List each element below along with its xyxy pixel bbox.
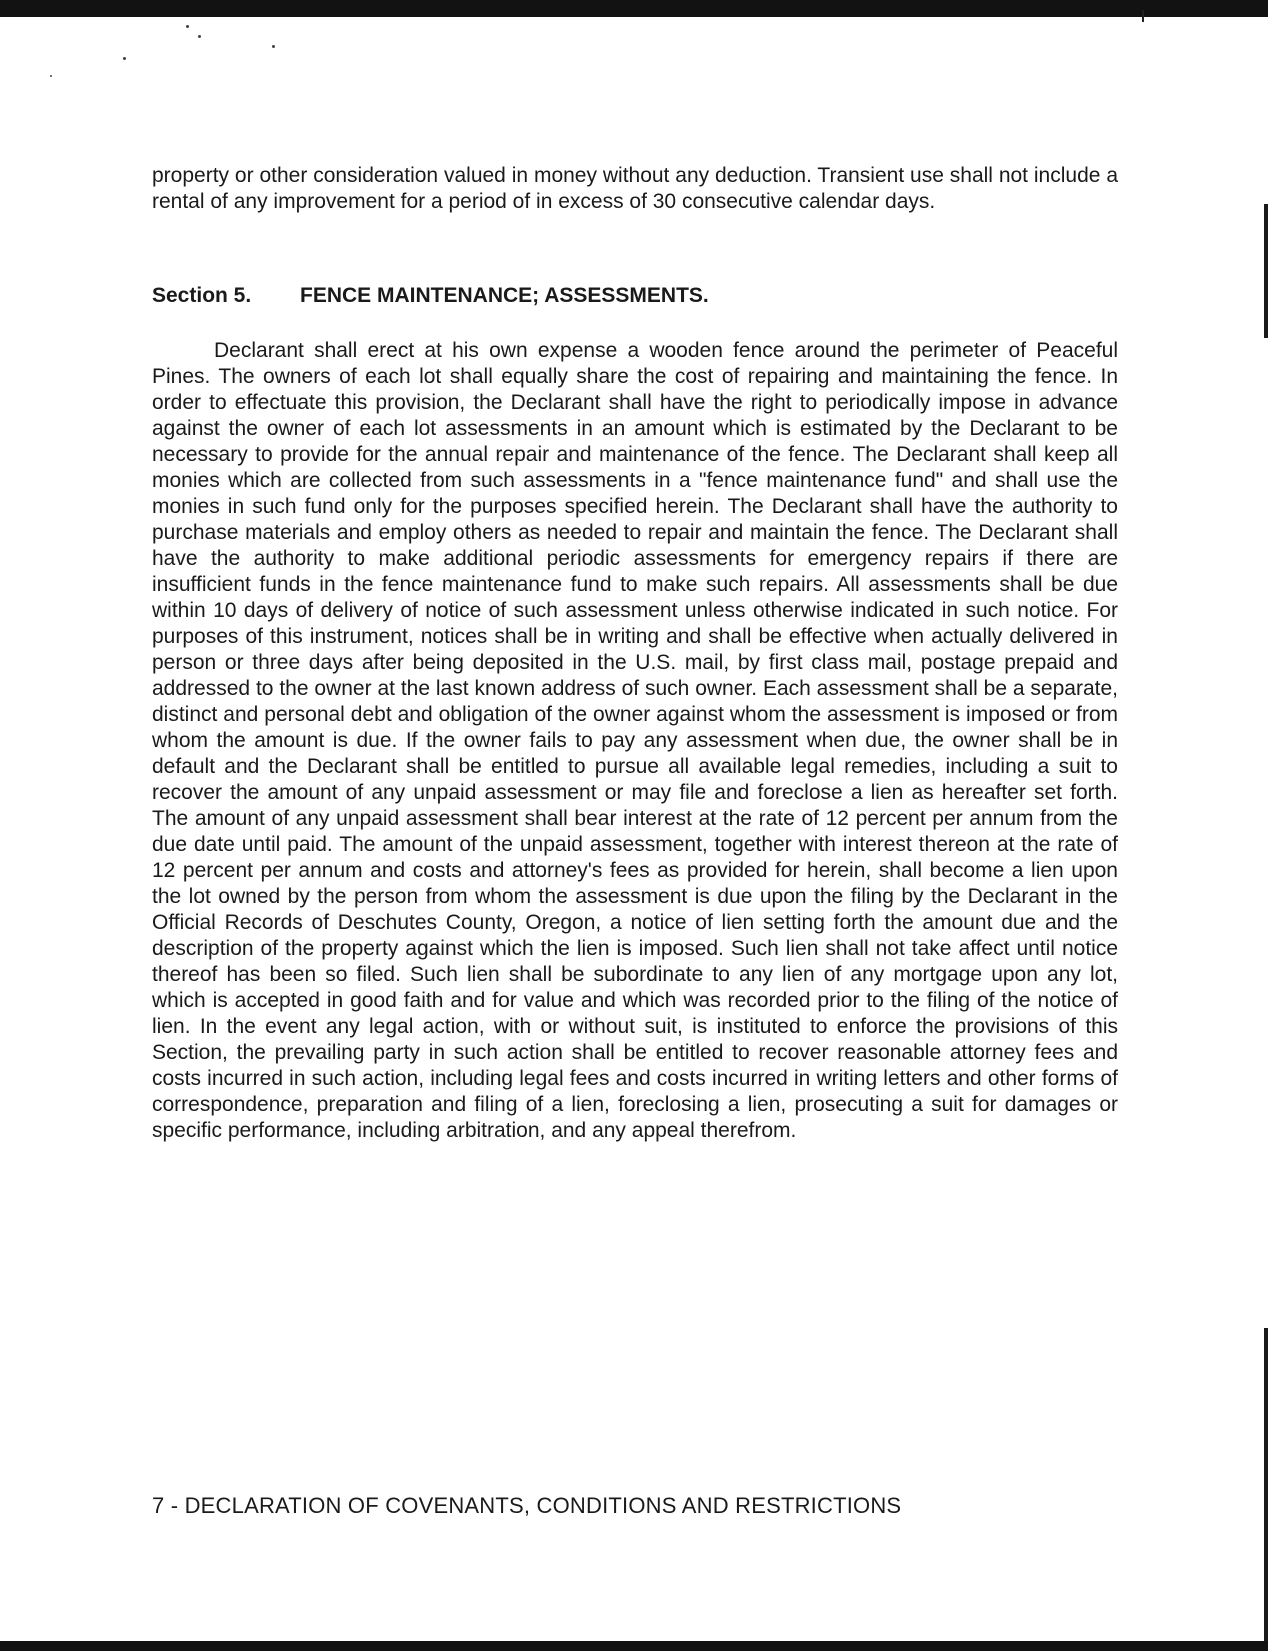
scan-border-right xyxy=(1264,1328,1268,1641)
section-heading xyxy=(152,283,709,309)
continued-paragraph: property or other consideration valued in money without any deduction. Transient use shall not include a rental of any improvement for a period of in excess of 30 consecutive calendar days. xyxy=(152,164,1118,213)
page-footer: 7 - DECLARATION OF COVENANTS, CONDITIONS AND RESTRICTIONS xyxy=(152,1493,902,1518)
scan-border-bottom xyxy=(0,1641,1268,1651)
scan-speck xyxy=(186,25,189,28)
scan-border-top xyxy=(0,0,1268,17)
scan-speck xyxy=(50,75,52,77)
section-number: Section 5. xyxy=(152,284,252,307)
scan-speck xyxy=(272,45,275,48)
scan-mark xyxy=(1142,10,1144,22)
section-title: FENCE MAINTENANCE; ASSESSMENTS. xyxy=(300,284,709,307)
scan-border-right xyxy=(1264,204,1268,338)
scan-speck xyxy=(198,35,201,38)
scan-speck xyxy=(123,57,126,60)
section-body-paragraph: Declarant shall erect at his own expense a wooden fence around the perimeter of Peaceful Pines. The owners of each lot shall equally share the cost of repairing and maintaining the fence. In order to effectuate this provision, the Declarant shall have the right to periodically impose in advance against the owner of each lot assessments in an amount which is estimated by the Declarant to be necessary to provide for the annual repair and maintenance of the fence. The Declarant shall keep all monies which are collected from such assessments in a "fence maintenance fund" and shall use the monies in such fund only for the purposes specified herein. The Declarant shall have the authority to purchase materials and employ others as needed to repair and maintain the fence. The Declarant shall have the authority to make additional periodic assessments for emergency repairs if there are insufficient funds in the fence maintenance fund to make such repairs. All assessments shall be due within 10 days of delivery of notice of such assessment unless otherwise indicated in such notice. For purposes of this instrument, notices shall be in writing and shall be effective when actually delivered in person or three days after being deposited in the U.S. mail, by first class mail, postage prepaid and addressed to the owner at the last known address of such owner. Each assessment shall be a separate, distinct and personal debt and obligation of the owner against whom the assessment is imposed or from whom the amount is due. If the owner fails to pay any assessment when due, the owner shall be in default and the Declarant shall be entitled to pursue all available legal remedies, including a suit to recover the amount of any unpaid assessment or may file and foreclose a lien as hereafter set forth. The amount of any unpaid assessment shall bear interest at the rate of 12 percent per annum from the due date until paid. The amount of the unpaid assessment, together with interest thereon at the rate of 12 percent per annum and costs and attorney's fees as provided for herein, shall become a lien upon the lot owned by the person from whom the assessment is due upon the filing by the Declarant in the Official Records of Deschutes County, Oregon, a notice of lien setting forth the amount due and the description of the property against which the lien is imposed. Such lien shall not take affect until notice thereof has been so filed. Such lien shall be subordinate to any lien of any mortgage upon any lot, which is accepted in good faith and for value and which was recorded prior to the filing of the notice of lien. In the event any legal action, with or without suit, is instituted to enforce the provisions of this Section, the prevailing party in such action shall be entitled to recover reasonable attorney fees and costs incurred in such action, including legal fees and costs incurred in writing letters and other forms of correspondence, preparation and filing of a lien, foreclosing a lien, prosecuting a suit for damages or specific performance, including arbitration, and any appeal therefrom. xyxy=(152,339,1118,1142)
